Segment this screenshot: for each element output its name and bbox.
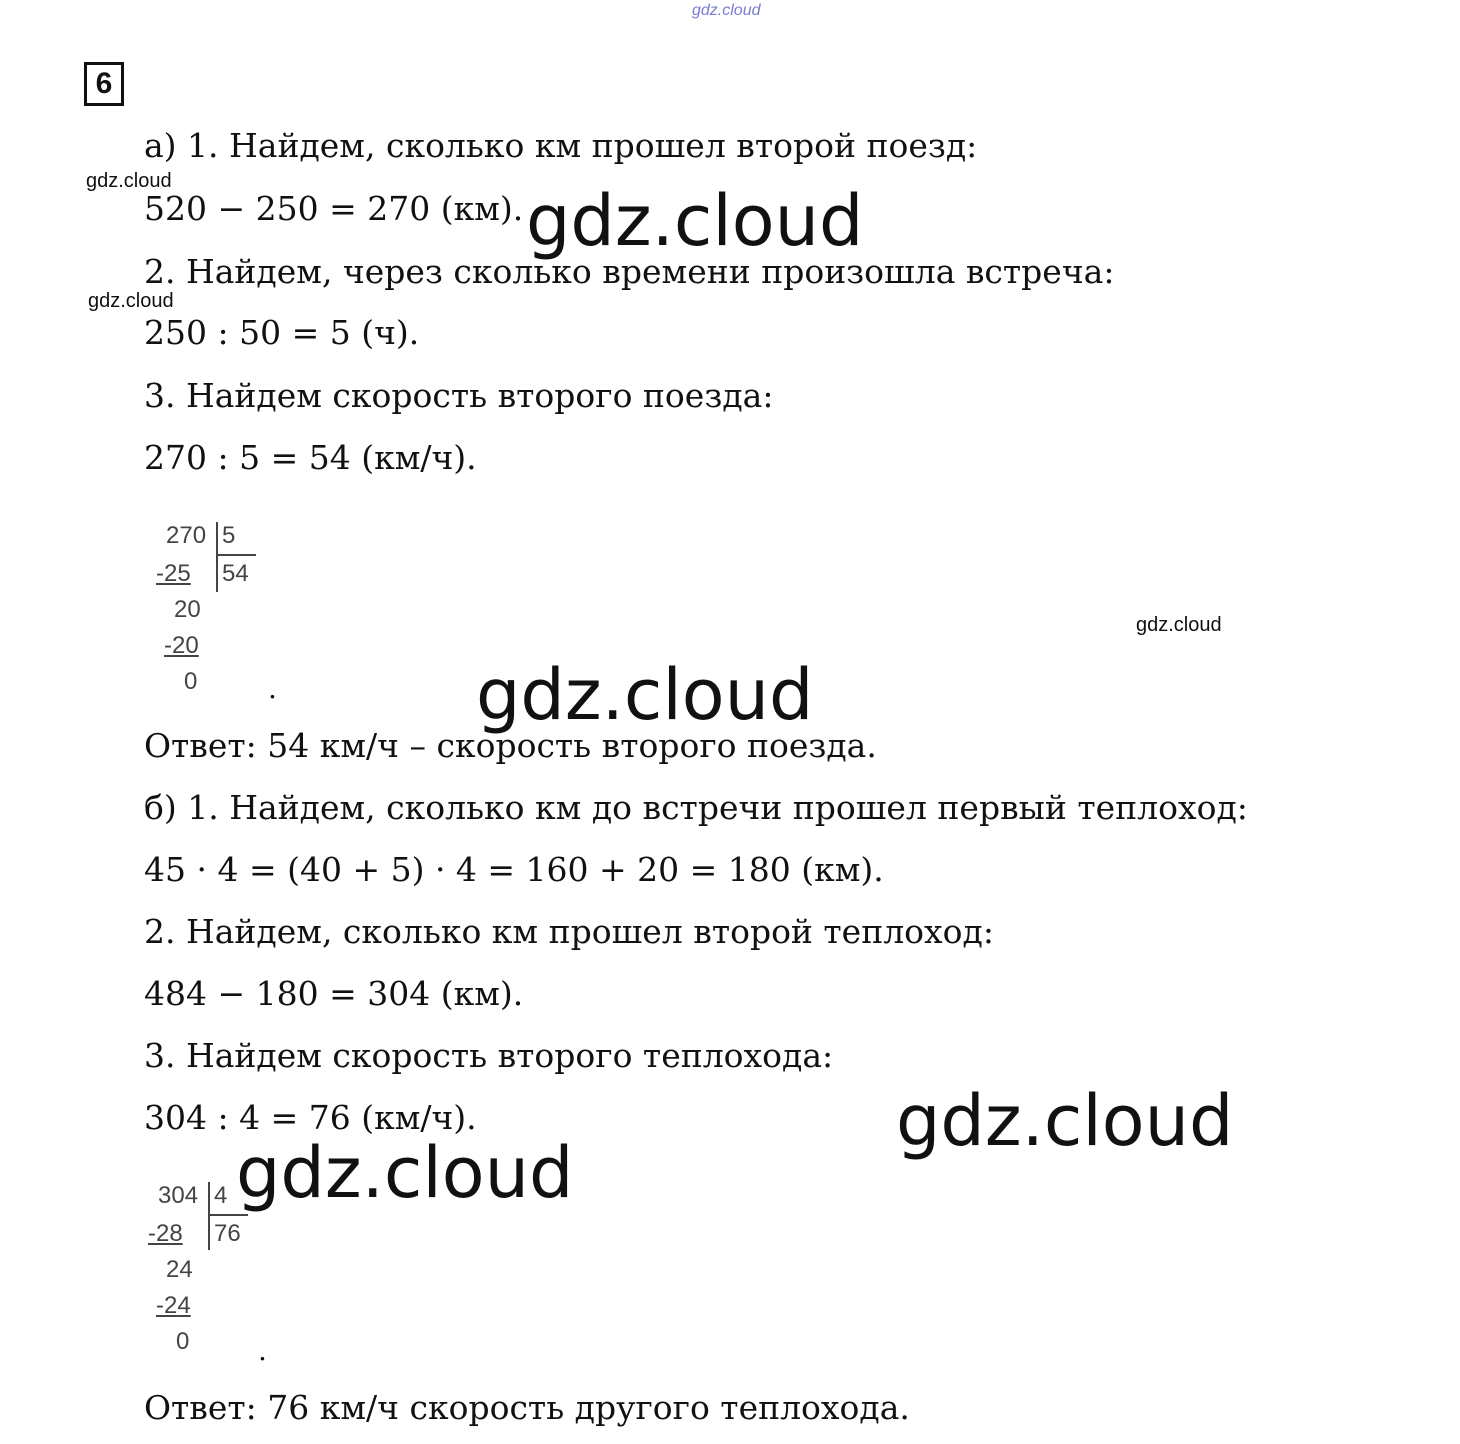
part-a-step3-calc: 270 : 5 = 54 (км/ч). — [144, 438, 477, 477]
part-a-step2-title: 2. Найдем, через сколько времени произошла встреча: — [144, 252, 1115, 291]
watermark-big-4: gdz.cloud — [236, 1132, 574, 1214]
watermark-small-2: gdz.cloud — [88, 290, 174, 312]
division-subtract-2: -20 — [164, 632, 199, 659]
division-quotient: 54 — [222, 560, 249, 587]
division-divisor: 5 — [222, 522, 236, 549]
division-remainder-1: 20 — [174, 596, 201, 623]
top-watermark: gdz.cloud — [692, 2, 761, 19]
part-b-answer: Ответ: 76 км/ч скорость другого теплохода. — [144, 1388, 910, 1427]
watermark-big-1: gdz.cloud — [526, 180, 864, 262]
division-subtract-1: -28 — [148, 1220, 183, 1247]
part-a-answer: Ответ: 54 км/ч – скорость второго поезда. — [144, 726, 877, 765]
part-b-step2-title: 2. Найдем, сколько км прошел второй теплоход: — [144, 912, 994, 951]
part-a-long-division — [150, 520, 270, 700]
division-divisor: 4 — [214, 1182, 228, 1209]
dot-mark-b: . — [258, 1334, 267, 1367]
problem-number: 6 — [84, 62, 124, 106]
watermark-small-3: gdz.cloud — [1136, 614, 1222, 636]
part-a-step1-title: а) 1. Найдем, сколько км прошел второй поезд: — [144, 126, 978, 165]
division-vertical-bar — [208, 1182, 210, 1250]
division-horizontal-bar — [216, 554, 256, 556]
part-b-step1-calc: 45 · 4 = (40 + 5) · 4 = 160 + 20 = 180 (км). — [144, 850, 884, 889]
part-b-step3-title: 3. Найдем скорость второго теплохода: — [144, 1036, 834, 1075]
division-remainder-1: 24 — [166, 1256, 193, 1283]
division-vertical-bar — [216, 522, 218, 592]
part-b-step1-title: б) 1. Найдем, сколько км до встречи прошел первый теплоход: — [144, 788, 1248, 827]
watermark-big-3: gdz.cloud — [896, 1080, 1234, 1162]
part-b-step3-calc: 304 : 4 = 76 (км/ч). — [144, 1098, 477, 1137]
division-subtract-1: -25 — [156, 560, 191, 587]
part-a-step1-calc: 520 − 250 = 270 (км). — [144, 189, 524, 228]
watermark-big-2: gdz.cloud — [476, 654, 814, 736]
dot-mark-a: . — [268, 672, 277, 705]
division-remainder-2: 0 — [176, 1328, 190, 1355]
part-a-step3-title: 3. Найдем скорость второго поезда: — [144, 376, 774, 415]
division-horizontal-bar — [208, 1214, 248, 1216]
division-dividend: 270 — [166, 522, 207, 549]
division-subtract-2: -24 — [156, 1292, 191, 1319]
watermark-small-1: gdz.cloud — [86, 170, 172, 192]
division-quotient: 76 — [214, 1220, 241, 1247]
division-dividend: 304 — [158, 1182, 199, 1209]
part-b-step2-calc: 484 − 180 = 304 (км). — [144, 974, 524, 1013]
part-a-step2-calc: 250 : 50 = 5 (ч). — [144, 313, 420, 352]
division-remainder-2: 0 — [184, 668, 198, 695]
